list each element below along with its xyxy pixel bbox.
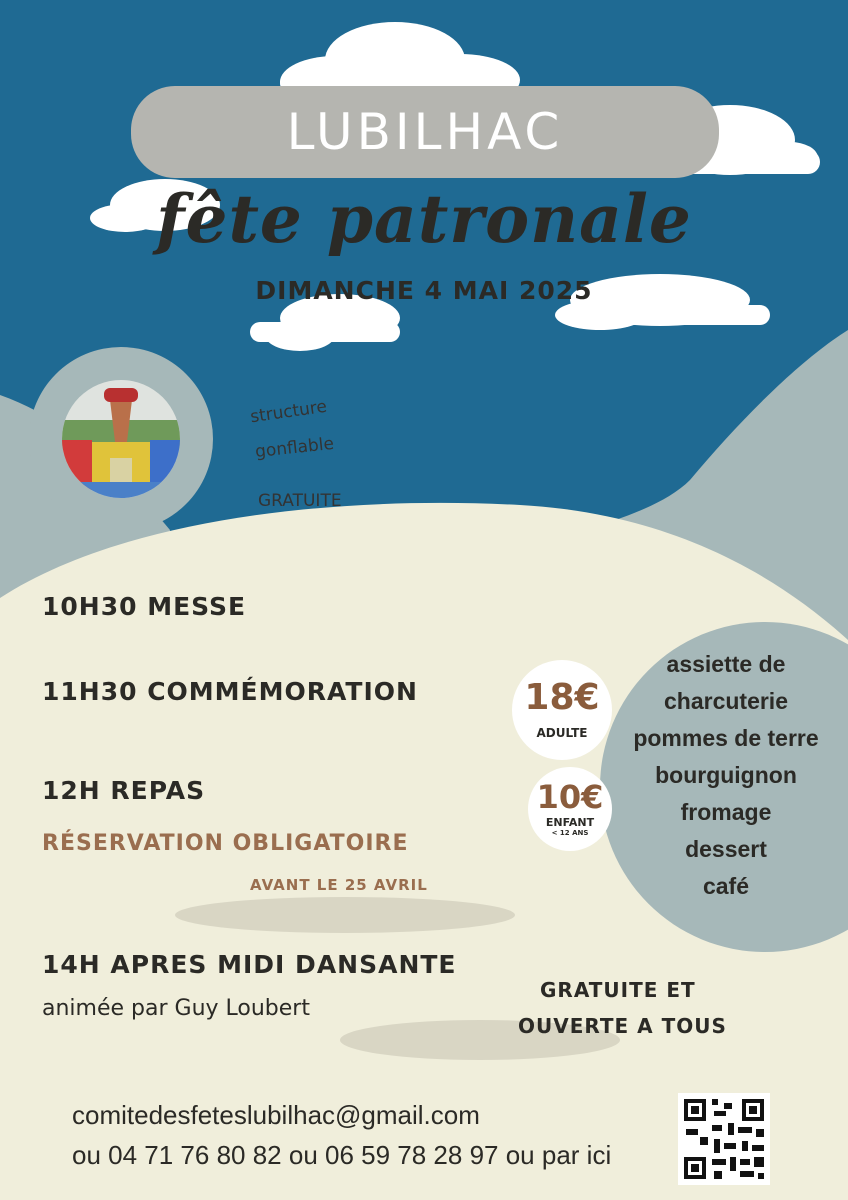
- event-date: DIMANCHE 4 MAI 2025: [255, 276, 593, 305]
- bouncy-text-2: gonflable: [254, 433, 335, 463]
- reservation-required: RÉSERVATION OBLIGATOIRE: [42, 831, 409, 856]
- contact-email[interactable]: comitedesfeteslubilhac@gmail.com: [72, 1100, 480, 1130]
- contact-phones: ou 04 71 76 80 82 ou 06 59 78 28 97 ou par ici: [72, 1140, 612, 1170]
- child-label: ENFANT: [545, 816, 595, 829]
- bouncy-castle-photo: [62, 380, 180, 498]
- town-pill: [131, 86, 719, 178]
- shadow-1: [175, 897, 515, 933]
- bouncy-castle-photo-frame: [29, 347, 213, 531]
- child-price: 10€: [536, 778, 604, 816]
- adult-label: ADULTE: [536, 726, 588, 740]
- dance-host: animée par Guy Loubert: [42, 996, 310, 1021]
- menu-item: assiette de: [666, 651, 786, 677]
- qr-code[interactable]: [678, 1093, 770, 1185]
- program-meal: 12H REPAS: [42, 776, 206, 805]
- program-dance: 14H APRES MIDI DANSANTE: [42, 950, 457, 979]
- adult-price: 18€: [524, 677, 600, 718]
- bouncy-text-3: GRATUITE: [258, 491, 342, 511]
- child-age: < 12 ANS: [551, 829, 589, 837]
- menu-item: bourguignon: [655, 762, 797, 788]
- dance-free-line1: GRATUITE ET: [540, 978, 696, 1002]
- menu-item: dessert: [685, 836, 767, 862]
- town-name: LUBILHAC: [286, 103, 564, 161]
- menu-list: [610, 646, 842, 905]
- program-commemoration: 11H30 COMMÉMORATION: [42, 677, 418, 706]
- program-mass: 10H30 MESSE: [42, 592, 247, 621]
- menu-item: café: [702, 873, 750, 899]
- menu-item: fromage: [680, 799, 772, 825]
- dance-free-line2: OUVERTE A TOUS: [518, 1014, 727, 1038]
- adult-price-badge: [512, 660, 612, 760]
- qr-code-icon: [678, 1093, 770, 1185]
- menu-item: charcuterie: [663, 688, 788, 714]
- menu-item: pommes de terre: [633, 725, 819, 751]
- bouncy-text-1: structure: [248, 396, 329, 428]
- event-title: fête patronale: [156, 180, 692, 258]
- child-price-badge: [528, 767, 612, 851]
- reservation-deadline: AVANT LE 25 AVRIL: [250, 876, 428, 894]
